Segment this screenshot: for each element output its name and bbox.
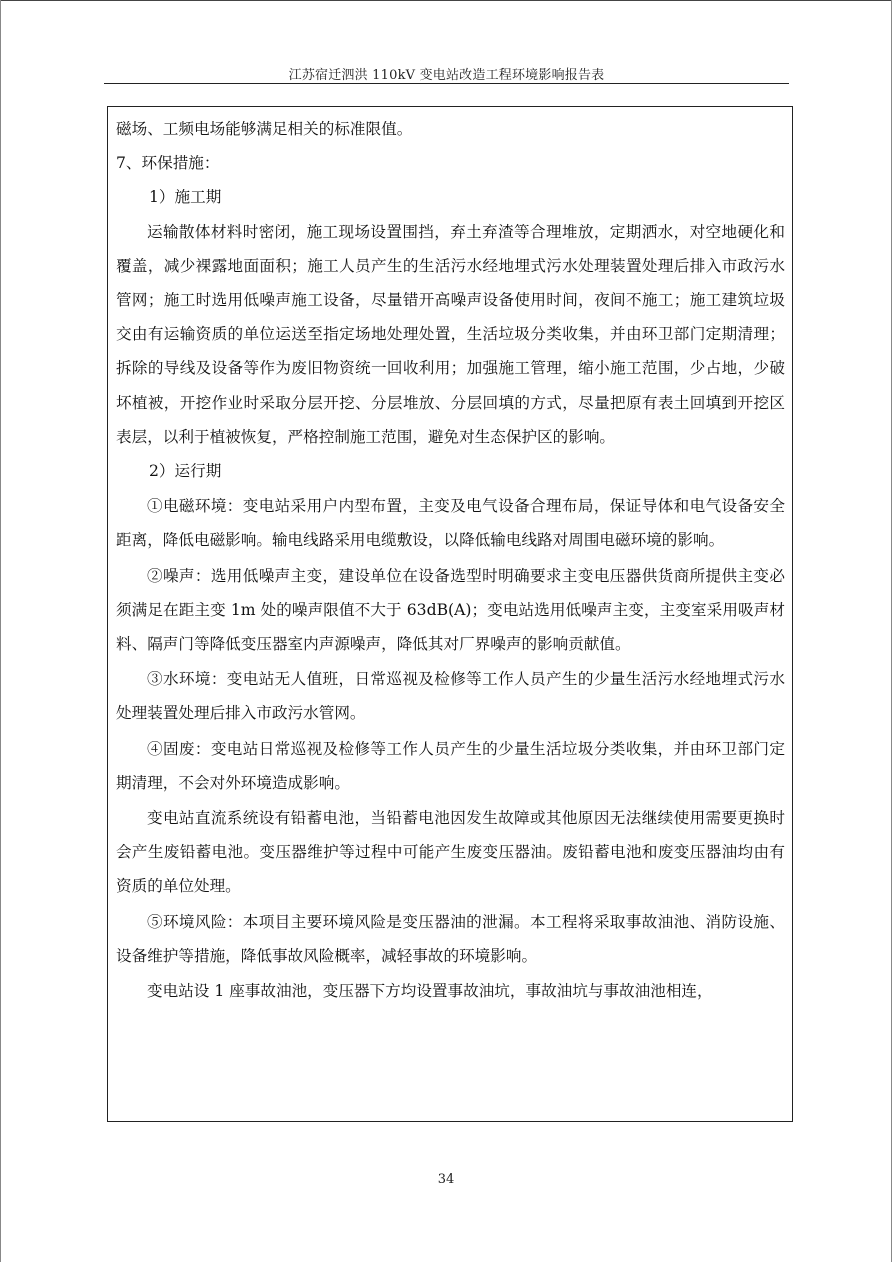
page-top-edge — [0, 0, 892, 1]
paragraph-electromagnetic: ①电磁环境：变电站采用户内型布置，主变及电气设备合理布局，保证导体和电气设备安全距离，降低电磁影响。输电线路采用电缆敷设，以降低输电线路对周围电磁环境的影响。 — [116, 497, 785, 550]
header-rule — [104, 83, 789, 84]
paragraph-batteries: 变电站直流系统设有铅蓄电池，当铅蓄电池因发生故障或其他原因无法继续使用需要更换时会产生废铅蓄电池。变压器维护等过程中可能产生废变压器油。废铅蓄电池和废变压器油均由有资质的单位处理。 — [116, 809, 785, 896]
running-header: 江苏宿迁泗洪 110kV 变电站改造工程环境影响报告表 — [288, 68, 605, 83]
paragraph-construction-measures: 运输散体材料时密闭，施工现场设置围挡，弃土弃渣等合理堆放，定期洒水，对空地硬化和覆盖，减少裸露地面面积；施工人员产生的生活污水经地埋式污水处理装置处理后排入市政污水管网；施工时选用低噪声施工设备，尽量错开高噪声设备使用时间，夜间不施工；施工建筑垃圾交由有运输资质的单位运送至指定场地处理处置，生活垃圾分类收集，并由环卫部门定期清理；拆除的导线及设备等作为废旧物资统一回收利用；加强施工管理，缩小施工范围，少占地，少破坏植被，开挖作业时采取分层开挖、分层堆放、分层回填的方式，尽量把原有表土回填到开挖区表层，以利于植被恢复，严格控制施工范围，避免对生态保护区的影响。 — [116, 222, 785, 446]
paragraph-continuation: 磁场、工频电场能够满足相关的标准限值。 — [116, 120, 413, 138]
page-number: 34 — [437, 1172, 455, 1187]
paragraph-solid-waste: ④固废：变电站日常巡视及检修等工作人员产生的少量生活垃圾分类收集，并由环卫部门定期清理，不会对外环境造成影响。 — [116, 739, 785, 792]
section-heading-protection-measures: 7、环保措施： — [116, 154, 220, 173]
paragraph-environmental-risk: ⑤环境风险：本项目主要环境风险是变压器油的泄漏。本工程将采取事故油池、消防设施、设备维护等措施，降低事故风险概率，减轻事故的环境影响。 — [116, 912, 785, 965]
page-left-edge — [0, 0, 1, 1262]
subheading-construction-period: 1）施工期 — [149, 188, 222, 207]
paragraph-noise: ②噪声：选用低噪声主变，建设单位在设备选型时明确要求主变电压器供货商所提供主变必须满足在距主变 1m 处的噪声限值不大于 63dB(A)；变电站选用低噪声主变，主变室采用吸声材料、隔声门等降低变压器室内声源噪声，降低其对厂界噪声的影响贡献值。 — [116, 566, 785, 654]
paragraph-water: ③水环境：变电站无人值班，日常巡视及检修等工作人员产生的少量生活污水经地埋式污水处理装置处理后排入市政污水管网。 — [116, 670, 785, 723]
subheading-operation-period: 2）运行期 — [149, 462, 222, 481]
content-table-cell — [107, 106, 793, 1122]
paragraph-oil-pit: 变电站设 1 座事故油池，变压器下方均设置事故油坑，事故油坑与事故油池相连， — [147, 982, 713, 1001]
